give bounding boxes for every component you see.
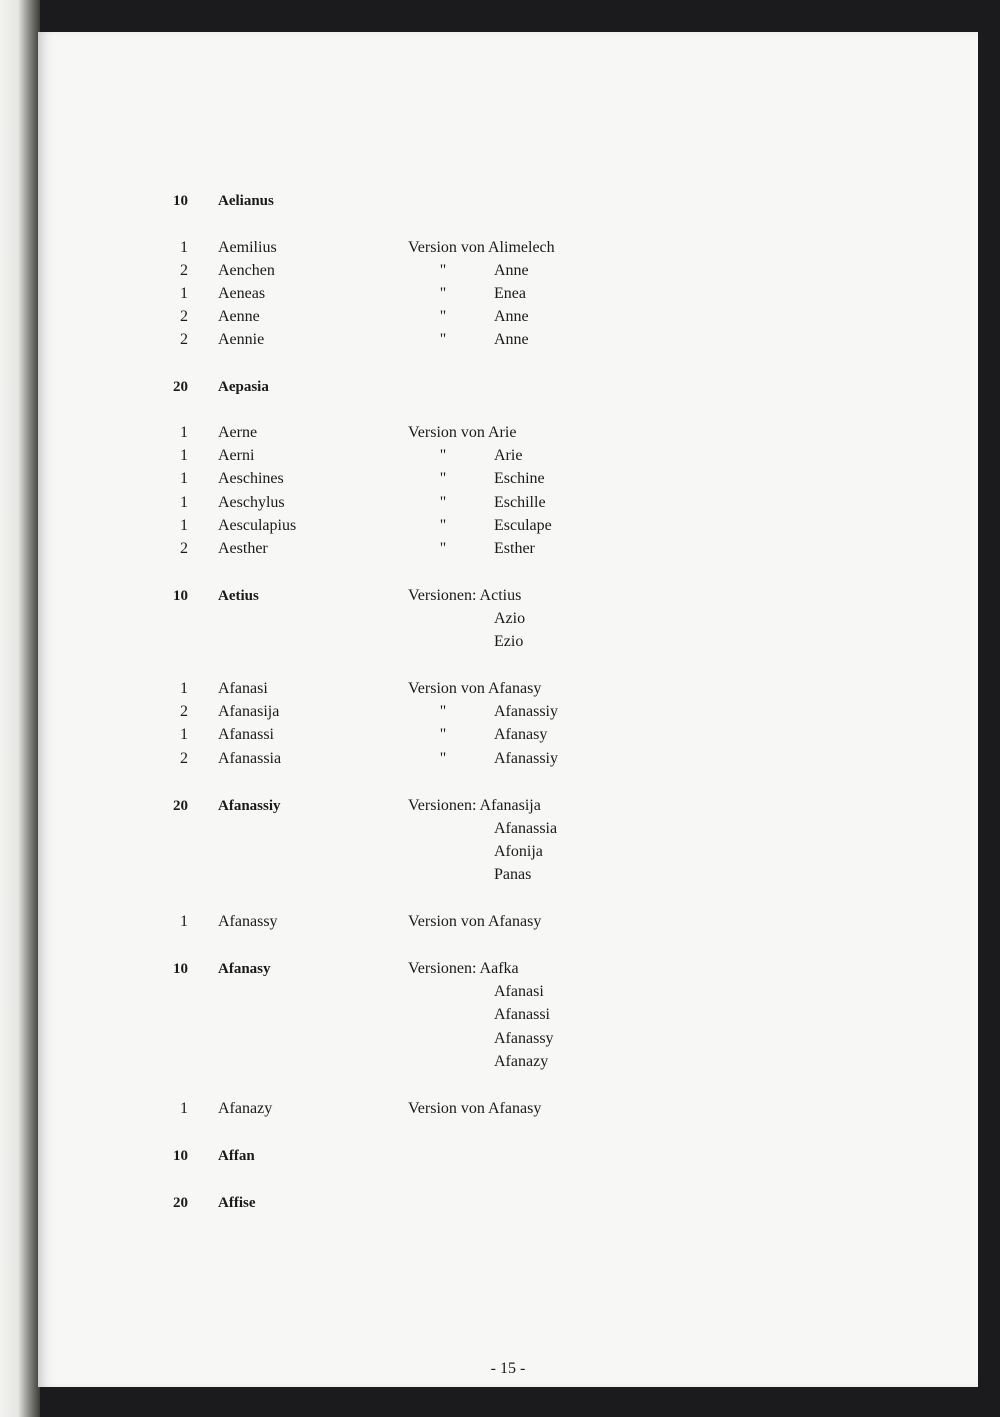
ditto-mark: " <box>439 540 447 557</box>
list-item <box>38 700 978 724</box>
ditto-mark: " <box>439 703 447 720</box>
list-item <box>38 723 978 747</box>
entry-count: 1 <box>180 726 188 743</box>
entry-count: 2 <box>180 703 188 720</box>
entry-version-label: Versionen: Actius <box>408 587 522 604</box>
entry-count: 1 <box>180 913 188 930</box>
ditto-mark: " <box>439 517 447 534</box>
entry-version-label: Version von Afanasy <box>408 1100 542 1117</box>
entry-count: 1 <box>180 494 188 511</box>
list-item <box>38 375 978 399</box>
entry-name: Aeschines <box>218 470 284 487</box>
entry-version-value: Anne <box>494 262 529 279</box>
list-item <box>38 1027 978 1051</box>
entry-name: Aesther <box>218 540 268 557</box>
entry-version-value: Afanassiy <box>494 750 558 767</box>
entry-name: Afanazy <box>218 1100 273 1117</box>
entry-name: Affan <box>218 1148 255 1164</box>
entry-version-value: Eschille <box>494 494 546 511</box>
list-item <box>38 259 978 283</box>
entry-version-value: Esther <box>494 540 535 557</box>
entry-version-value: Arie <box>494 447 523 464</box>
list-item <box>38 957 978 981</box>
list-item <box>38 840 978 864</box>
entry-name: Aenne <box>218 308 260 325</box>
list-item <box>38 514 978 538</box>
entry-count: 2 <box>180 331 188 348</box>
list-item <box>38 1191 978 1215</box>
list-item <box>38 630 978 654</box>
list-item <box>38 677 978 701</box>
entry-version-value: Afanassia <box>494 820 558 837</box>
list-item <box>38 1144 978 1168</box>
entry-version-value: Afanazy <box>494 1053 549 1070</box>
entry-version-value: Ezio <box>494 633 524 650</box>
entry-count: 1 <box>180 517 188 534</box>
entry-name: Afanassiy <box>218 798 281 814</box>
ditto-mark: " <box>439 447 447 464</box>
entry-name: Aepasia <box>218 379 269 395</box>
entry-count: 1 <box>180 239 188 256</box>
entry-version-value: Enea <box>494 285 526 302</box>
entry-version-value: Esculape <box>494 517 552 534</box>
entry-version-value: Anne <box>494 331 529 348</box>
ditto-mark: " <box>439 285 447 302</box>
entry-count: 2 <box>180 540 188 557</box>
entry-version-value: Anne <box>494 308 529 325</box>
entry-count: 20 <box>173 798 188 814</box>
entry-count: 20 <box>173 1195 188 1211</box>
entry-name: Afanasy <box>218 961 271 977</box>
entry-count: 1 <box>180 447 188 464</box>
list-item <box>38 910 978 934</box>
entry-name: Aeschylus <box>218 494 285 511</box>
entry-count: 2 <box>180 308 188 325</box>
entry-count: 1 <box>180 470 188 487</box>
entry-name: Aetius <box>218 588 259 604</box>
ditto-mark: " <box>439 331 447 348</box>
ditto-mark: " <box>439 262 447 279</box>
entry-name: Aeneas <box>218 285 266 302</box>
entry-count: 20 <box>173 379 188 395</box>
ditto-mark: " <box>439 308 447 325</box>
list-item <box>38 1097 978 1121</box>
entry-name: Aerne <box>218 424 258 441</box>
list-item <box>38 607 978 631</box>
list-item <box>38 467 978 491</box>
book-spine <box>0 0 40 1417</box>
list-item <box>38 817 978 841</box>
entry-name: Afanasi <box>218 680 268 697</box>
entry-count: 2 <box>180 262 188 279</box>
entry-version-value: Afanassiy <box>494 703 558 720</box>
entry-version-label: Version von Alimelech <box>408 239 555 256</box>
entry-name: Afanassi <box>218 726 274 743</box>
list-item <box>38 328 978 352</box>
entry-count: 2 <box>180 750 188 767</box>
list-item <box>38 491 978 515</box>
list-item <box>38 282 978 306</box>
entry-version-value: Eschine <box>494 470 545 487</box>
entry-count: 10 <box>173 193 188 209</box>
list-item <box>38 980 978 1004</box>
list-item <box>38 584 978 608</box>
list-item <box>38 1050 978 1074</box>
list-item <box>38 236 978 260</box>
entry-count: 1 <box>180 680 188 697</box>
entry-name: Aerni <box>218 447 255 464</box>
entry-count: 1 <box>180 285 188 302</box>
entry-version-label: Version von Afanasy <box>408 680 542 697</box>
list-item <box>38 305 978 329</box>
entry-name: Afanassia <box>218 750 282 767</box>
entry-version-label: Versionen: Afanasija <box>408 797 541 814</box>
entry-name: Aennie <box>218 331 265 348</box>
list-item <box>38 421 978 445</box>
entry-name: Affise <box>218 1195 256 1211</box>
entry-name: Aemilius <box>218 239 277 256</box>
ditto-mark: " <box>439 750 447 767</box>
entry-version-label: Version von Arie <box>408 424 517 441</box>
list-item <box>38 794 978 818</box>
list-item <box>38 1003 978 1027</box>
entry-version-value: Afonija <box>494 843 543 860</box>
entry-count: 1 <box>180 1100 188 1117</box>
list-item <box>38 189 978 213</box>
entry-version-value: Panas <box>494 866 532 883</box>
ditto-mark: " <box>439 726 447 743</box>
entry-count: 10 <box>173 588 188 604</box>
list-item <box>38 863 978 887</box>
entry-version-value: Afanassi <box>494 1006 550 1023</box>
entry-version-value: Afanasi <box>494 983 544 1000</box>
entry-version-value: Azio <box>494 610 526 627</box>
entry-version-value: Afanasy <box>494 726 548 743</box>
document-page <box>38 32 978 1387</box>
entry-name: Afanasija <box>218 703 280 720</box>
entry-version-label: Version von Afanasy <box>408 913 542 930</box>
entry-count: 10 <box>173 961 188 977</box>
list-item <box>38 747 978 771</box>
list-item <box>38 537 978 561</box>
entry-name: Aelianus <box>218 193 274 209</box>
list-item <box>38 444 978 468</box>
entry-count: 1 <box>180 424 188 441</box>
entry-name: Aenchen <box>218 262 275 279</box>
entry-version-label: Versionen: Aafka <box>408 960 519 977</box>
entry-name: Afanassy <box>218 913 278 930</box>
ditto-mark: " <box>439 470 447 487</box>
ditto-mark: " <box>439 494 447 511</box>
entry-version-value: Afanassy <box>494 1030 554 1047</box>
entry-count: 10 <box>173 1148 188 1164</box>
entry-name: Aesculapius <box>218 517 297 534</box>
page-number: - 15 - <box>490 1360 526 1377</box>
